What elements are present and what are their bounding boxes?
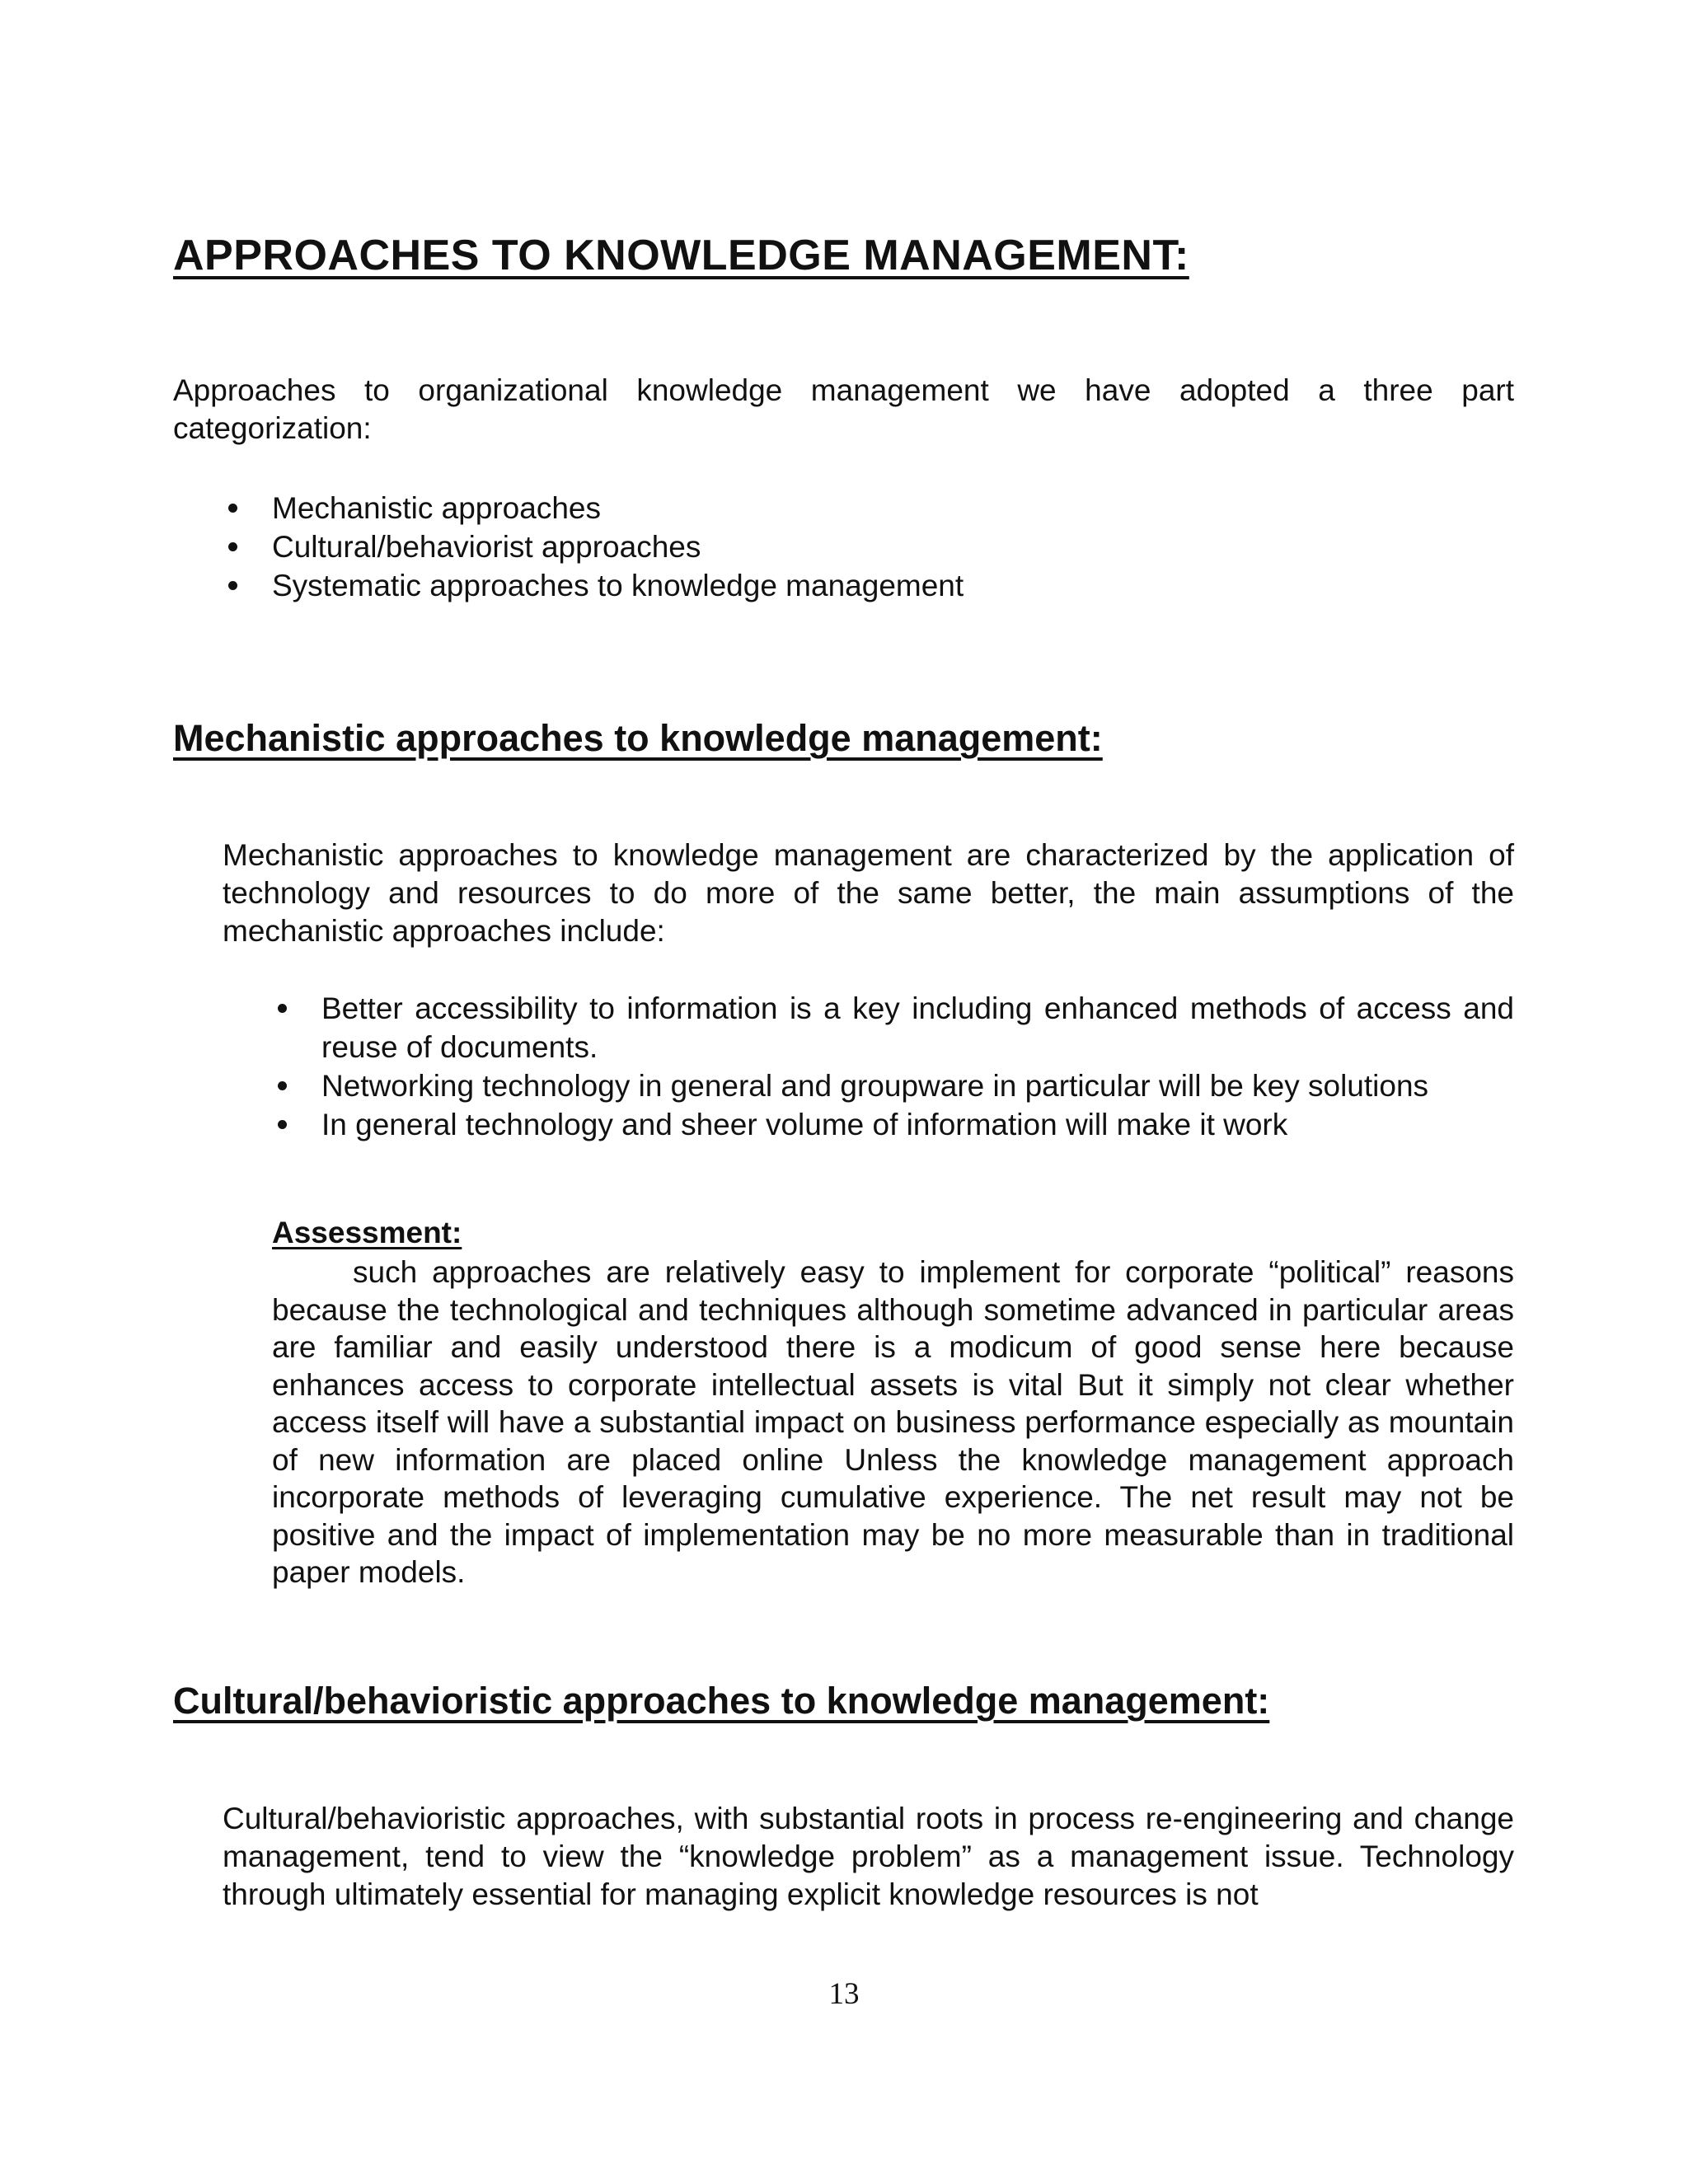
list-item — [272, 527, 1508, 566]
list-item — [272, 489, 1508, 527]
intro-paragraph: Approaches to organizational knowledge management we have adopted a three part categorization: — [173, 373, 1514, 445]
bullet-icon — [228, 542, 237, 551]
list-item — [321, 1066, 1514, 1105]
bullet-icon — [228, 504, 237, 513]
list-item-label: Mechanistic approaches — [272, 491, 601, 525]
page-title: APPROACHES TO KNOWLEDGE MANAGEMENT: — [173, 232, 1189, 279]
list-item-label: Networking technology in general and groupware in particular will be key solutions — [321, 1069, 1429, 1103]
page-number: 13 — [828, 1977, 860, 2011]
cultural-paragraph: Cultural/behavioristic approaches, with substantial roots in process re-engineering and change management, tend to view the “knowledge problem” as a management issue. Technology through ultimately essential for managing explicit knowledge resources is not — [223, 1802, 1514, 1911]
bullet-icon — [278, 1120, 287, 1129]
assumptions-list — [321, 989, 1514, 1144]
assessment-paragraph: such approaches are relatively easy to implement for corporate “political” reasons because the technological and techniques although sometime advanced in particular areas are familiar and easily understood there is a modicum of good sense here because enhances access to corporate intellectual assets is vital But it simply not clear whether access itself will have a substantial impact on business performance especially as mountain of new information are placed online Unless the knowledge management approach incorporate methods of leveraging cumulative experience. The net result may not be positive and the impact of implementation may be no more measurable than in traditional paper models. — [272, 1255, 1514, 1589]
assessment-label: Assessment: — [272, 1216, 462, 1249]
bullet-icon — [278, 1004, 287, 1013]
list-item — [321, 989, 1514, 1066]
list-item-label: Better accessibility to information is a key including enhanced methods of access and reuse of documents. — [321, 991, 1514, 1064]
list-item — [321, 1105, 1514, 1144]
list-item-label: Systematic approaches to knowledge management — [272, 569, 964, 602]
list-item-label: In general technology and sheer volume of information will make it work — [321, 1108, 1288, 1141]
list-item — [272, 566, 1508, 605]
mechanistic-heading: Mechanistic approaches to knowledge management: — [173, 717, 1103, 759]
mechanistic-paragraph: Mechanistic approaches to knowledge management are characterized by the application of technology and resources to do more of the same better, the main assumptions of the mechanistic approaches include: — [223, 838, 1514, 948]
cultural-heading: Cultural/behavioristic approaches to knowledge management: — [173, 1680, 1270, 1722]
bullet-icon — [228, 581, 237, 590]
bullet-icon — [278, 1081, 287, 1090]
list-item-label: Cultural/behaviorist approaches — [272, 530, 701, 564]
categories-list — [272, 489, 1508, 605]
